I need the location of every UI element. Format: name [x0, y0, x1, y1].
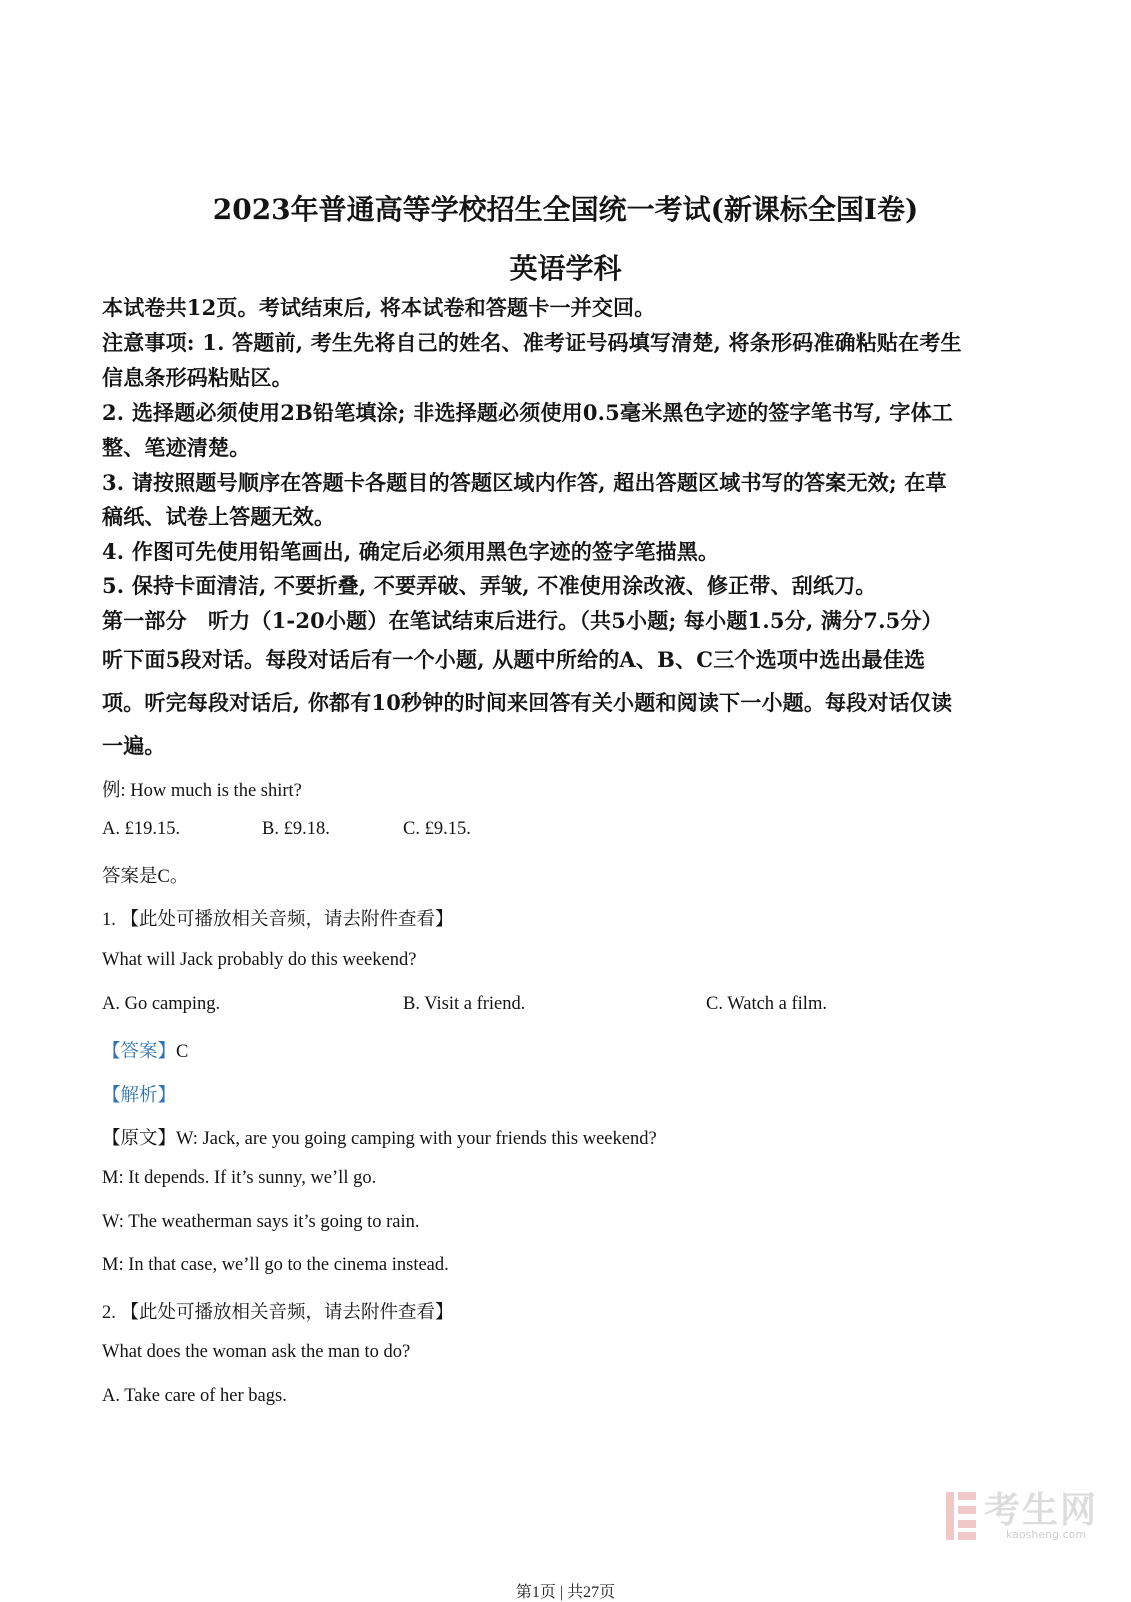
watermark-logo-icon	[944, 1488, 978, 1544]
transcript-line: W: The weatherman says it’s going to rain.	[102, 1212, 420, 1232]
directions-line: 一遍。	[102, 733, 166, 758]
q1-answer	[102, 1037, 188, 1063]
section-heading: 第一部分 听力（1-20小题）在笔试结束后进行。（共5小题; 每小题1.5分, 满分7.5分）	[102, 608, 943, 633]
directions-line: 项。听完每段对话后, 你都有10秒钟的时间来回答有关小题和阅读下一小题。每段对话仅读	[102, 690, 953, 715]
q2-audio-note: 2. 【此处可播放相关音频，请去附件查看】	[102, 1303, 454, 1323]
q1-audio-note: 1. 【此处可播放相关音频，请去附件查看】	[102, 910, 454, 930]
instruction-line: 信息条形码粘贴区。	[102, 365, 293, 390]
answer-value: C	[176, 1042, 189, 1062]
q1-option-c: C. Watch a film.	[706, 994, 827, 1014]
instruction-line: 2. 选择题必须使用2B铅笔填涂; 非选择题必须使用0.5毫米黑色字迹的签字笔书写, 字体工	[102, 400, 954, 425]
answer-label: 【答案】	[102, 1042, 177, 1062]
q1-question: What will Jack probably do this weekend?	[102, 950, 417, 970]
watermark-text: 考生网	[984, 1490, 1099, 1531]
example-option-a: A. £19.15.	[102, 819, 181, 839]
instruction-line: 5. 保持卡面清洁, 不要折叠, 不要弄破、弄皱, 不准使用涂改液、修正带、刮纸刀。	[102, 573, 877, 598]
q2-question: What does the woman ask the man to do?	[102, 1342, 411, 1362]
analysis-label: 【解析】	[102, 1086, 177, 1106]
instruction-line: 本试卷共12页。考试结束后, 将本试卷和答题卡一并交回。	[102, 295, 656, 320]
exam-title: 2023年普通高等学校招生全国统一考试(新课标全国Ⅰ卷)	[212, 193, 919, 226]
instruction-line: 注意事项: 1. 答题前, 考生先将自己的姓名、准考证号码填写清楚, 将条形码准确粘贴在考生	[102, 330, 962, 355]
instruction-line: 3. 请按照题号顺序在答题卡各题目的答题区域内作答, 超出答题区域书写的答案无效; 在草	[102, 470, 947, 495]
q1-option-b: B. Visit a friend.	[403, 994, 526, 1014]
exam-subtitle: 英语学科	[509, 252, 622, 285]
transcript-line: M: In that case, we’ll go to the cinema instead.	[102, 1255, 449, 1275]
instruction-line: 整、笔迹清楚。	[102, 435, 251, 460]
transcript-line: M: It depends. If it’s sunny, we’ll go.	[102, 1168, 377, 1188]
instruction-line: 稿纸、试卷上答题无效。	[102, 504, 336, 529]
q1-option-a: A. Go camping.	[102, 994, 221, 1014]
transcript-line: 【原文】W: Jack, are you going camping with your friends this weekend?	[102, 1129, 657, 1149]
example-option-c: C. £9.15.	[403, 819, 471, 839]
example-answer: 答案是C。	[102, 867, 189, 887]
example-question: 例: How much is the shirt?	[102, 781, 302, 801]
watermark-subtext: kaosheng.com	[1006, 1528, 1087, 1541]
q2-option-a: A. Take care of her bags.	[102, 1386, 287, 1406]
instruction-line: 4. 作图可先使用铅笔画出, 确定后必须用黑色字迹的签字笔描黑。	[102, 539, 720, 564]
watermark	[944, 1482, 1119, 1550]
page-footer: 第1页 | 共27页	[515, 1584, 616, 1601]
directions-line: 听下面5段对话。每段对话后有一个小题, 从题中所给的A、B、C三个选项中选出最佳选	[102, 647, 926, 672]
example-option-b: B. £9.18.	[262, 819, 330, 839]
